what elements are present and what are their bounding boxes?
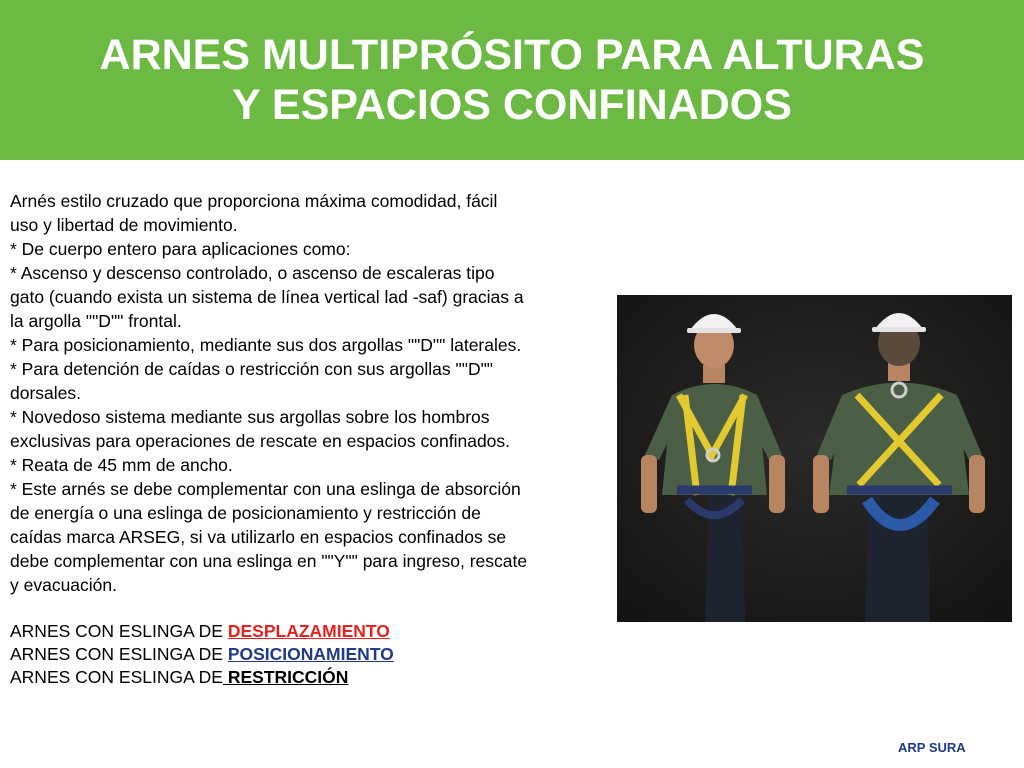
harness-photo [617, 295, 1012, 622]
body-line: * Este arnés se debe complementar con una eslinga de absorción [10, 479, 521, 499]
link-row-posicionamiento [10, 643, 394, 666]
harness-link-list [10, 620, 394, 689]
body-line: * Para posicionamiento, mediante sus dos argollas ""D"" laterales. [10, 335, 522, 355]
body-line: y evacuación. [10, 575, 118, 595]
body-line: la argolla ""D"" frontal. [10, 311, 182, 331]
body-line: exclusivas para operaciones de rescate en espacios confinados. [10, 431, 511, 451]
body-line: * Reata de 45 mm de ancho. [10, 455, 233, 475]
harness-illustration [617, 295, 1012, 622]
title-banner [0, 0, 1024, 160]
restriccion-link[interactable]: RESTRICCIÓN [222, 667, 349, 687]
company-footer: ARP SURA [898, 740, 966, 755]
description-text [10, 189, 610, 597]
body-line: de energía o una eslinga de posicionamiento y restricción de [10, 503, 481, 523]
body-line: gato (cuando exista un sistema de línea vertical lad -saf) gracias a [10, 287, 524, 307]
slide-title-line-2: Y ESPACIOS CONFINADOS [232, 81, 792, 129]
body-line: Arnés estilo cruzado que proporciona máxima comodidad, fácil [10, 191, 498, 211]
slide-title-line-1: ARNES MULTIPRÓSITO PARA ALTURAS [99, 31, 925, 79]
body-line: * Para detención de caídas o restricción con sus argollas ""D"" [10, 359, 494, 379]
body-line: uso y libertad de movimiento. [10, 215, 238, 235]
link-prefix: ARNES CON ESLINGA DE [10, 667, 223, 687]
body-line: * De cuerpo entero para aplicaciones como: [10, 239, 351, 259]
body-line: dorsales. [10, 383, 82, 403]
posicionamiento-link[interactable]: POSICIONAMIENTO [227, 644, 394, 664]
link-row-desplazamiento [10, 620, 394, 643]
body-line: * Novedoso sistema mediante sus argollas sobre los hombros [10, 407, 490, 427]
link-prefix: ARNES CON ESLINGA DE [10, 621, 228, 641]
link-prefix: ARNES CON ESLINGA DE [10, 644, 228, 664]
link-row-restriccion [10, 666, 394, 689]
body-line: debe complementar con una eslinga en ""Y"" para ingreso, rescate [10, 551, 528, 571]
body-line: * Ascenso y descenso controlado, o ascenso de escaleras tipo [10, 263, 495, 283]
body-line: caídas marca ARSEG, si va utilizarlo en espacios confinados se [10, 527, 507, 547]
desplazamiento-link[interactable]: DESPLAZAMIENTO [227, 621, 390, 641]
